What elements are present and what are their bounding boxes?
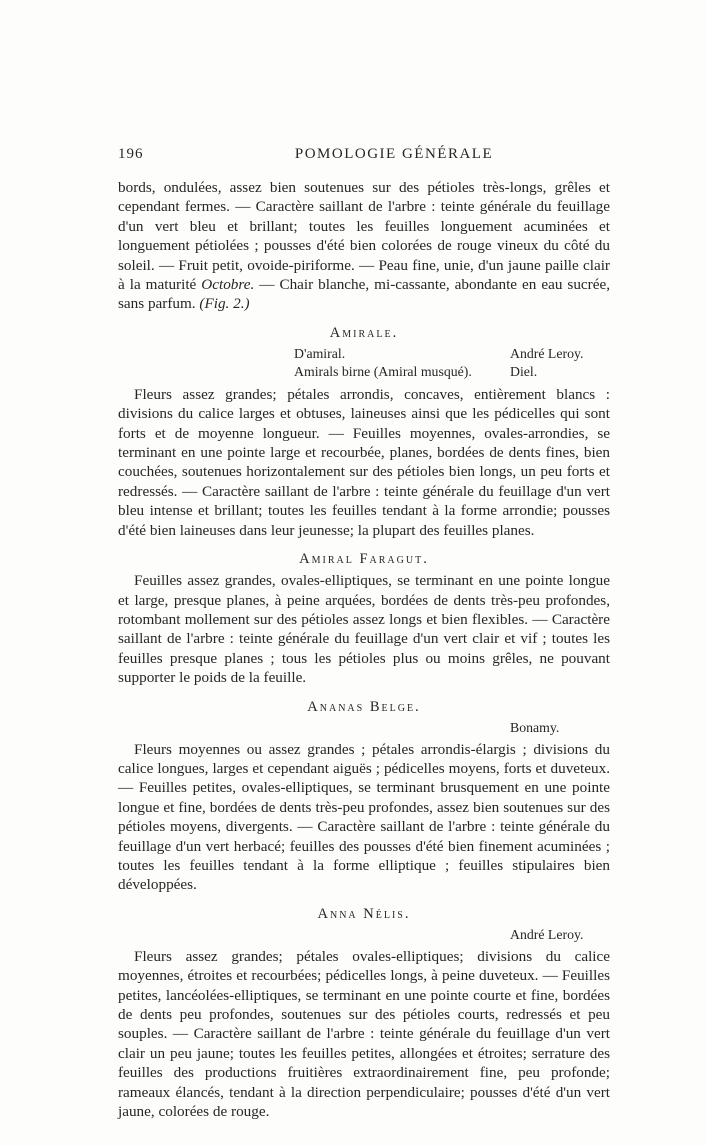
running-header — [118, 146, 610, 166]
continuation-paragraph — [118, 178, 610, 314]
entry-body-ananas-belge: Fleurs moyennes ou assez grandes ; pétales arrondis-élargis ; divisions du calice longues, larges et cependant aiguës ; pédicelles moyens, forts et duveteux. — Feuilles petites, ovales-elliptiques, se terminant brusquement en une pointe longue et fine, bordées de dents très-peu profondes, assez bien soutenues sur des pétioles moyens, divergents. — Caractère saillant de l'arbre : teinte générale du feuillage d'un vert herbacé; feuilles des pousses d'été bien finement acuminées ; toutes les feuilles tendant à la forme elliptique ; feuilles stipulaires bien développées. — [118, 740, 610, 894]
entry-authority: Bonamy. — [510, 719, 560, 735]
synonym-authority: André Leroy. — [510, 345, 584, 361]
synonym-row — [118, 345, 610, 363]
figure-reference: (Fig. 2.) — [199, 295, 250, 313]
paragraph-text: — Chair blanche, mi-cassante, abondante en eau sucrée, sans parfum. — [118, 276, 610, 313]
entry-body-anna-nelis: Fleurs assez grandes; pétales ovales-elliptiques; divisions du calice moyennes, étroites et recourbées; pédicelles longs, à peine duveteux. — Feuilles petites, lancéolées-elliptiques, se terminant en une pointe courte et fine, bordées de dents peu profondes, soutenues sur des pétioles courts, redressés et peu souples. — Caractère saillant de l'arbre : teinte générale du feuillage d'un vert clair un peu jaune; toutes les feuilles petites, allongées et étroites; serrature des feuilles des productions fruitières extraordinairement fine, peu profonde; rameaux élancés, tendant à la direction perpendiculaire; pousses d'été d'un vert jaune, colorées de rouge. — [118, 947, 610, 1121]
paragraph-text: bords, ondulées, assez bien soutenues sur des pétioles très-longs, grêles et cependant fermes. — Caractère saillant de l'arbre : teinte générale du feuillage d'un vert bleu et brillant; toutes les feuilles longuement acuminées et longuement pétiolées ; pousses d'été bien colorées de rouge vineux du côté du soleil. — Fruit petit, ovoide-piriforme. — Peau fine, unie, d'un jaune paille clair à la maturité — [118, 179, 610, 294]
synonym-name: D'amiral. — [294, 345, 346, 361]
entry-heading-ananas-belge: Ananas Belge. — [307, 698, 421, 715]
page-number: 196 — [118, 146, 144, 162]
entry-heading-amirale: Amirale. — [329, 324, 399, 341]
entry-heading-amiral-faragut: Amiral Faragut. — [299, 551, 429, 568]
entry-heading-anna-nelis: Anna Nélis. — [317, 905, 411, 922]
synonym-authority: Diel. — [510, 363, 538, 379]
entry-body-amirale: Fleurs assez grandes; pétales arrondis, concaves, entièrement blancs : divisions du calice larges et obtuses, laineuses ainsi que les pédicelles qui sont forts et de moyenne longueur. — Feuilles moyennes, ovales-arrondies, se terminant en une pointe large et recourbée, planes, bordées de dents fines, bien couchées, soutenues horizontalement sur des pétioles bien longs, un peu forts et redressés. — Caractère saillant de l'arbre : teinte générale du feuillage d'un vert bleu intense et brillant; toutes les feuilles tendant à la forme arrondie; pousses d'été bien laineuses dans leur jeunesse; la plupart des feuilles planes. — [118, 385, 610, 539]
running-title: POMOLOGIE GÉNÉRALE — [294, 146, 494, 162]
synonym-table — [118, 345, 610, 381]
maturity-month: Octobre. — [201, 276, 255, 294]
entry-body-amiral-faragut: Feuilles assez grandes, ovales-elliptiques, se terminant en une pointe longue et large, presque planes, à peine arquées, bordées de dents très-peu profondes, rotombant mollement sur des pétioles assez longs et bien flexibles. — Caractère saillant de l'arbre : teinte générale du feuillage d'un vert clair et vif ; toutes les feuilles presque planes ; tous les pétioles plus ou moins grêles, ne pouvant supporter le poids de la feuille. — [118, 572, 610, 687]
synonym-row — [118, 363, 610, 381]
entry-authority: André Leroy. — [510, 926, 584, 942]
synonym-name: Amirals birne (Amiral musqué). — [294, 363, 472, 379]
text-block — [118, 146, 610, 1121]
